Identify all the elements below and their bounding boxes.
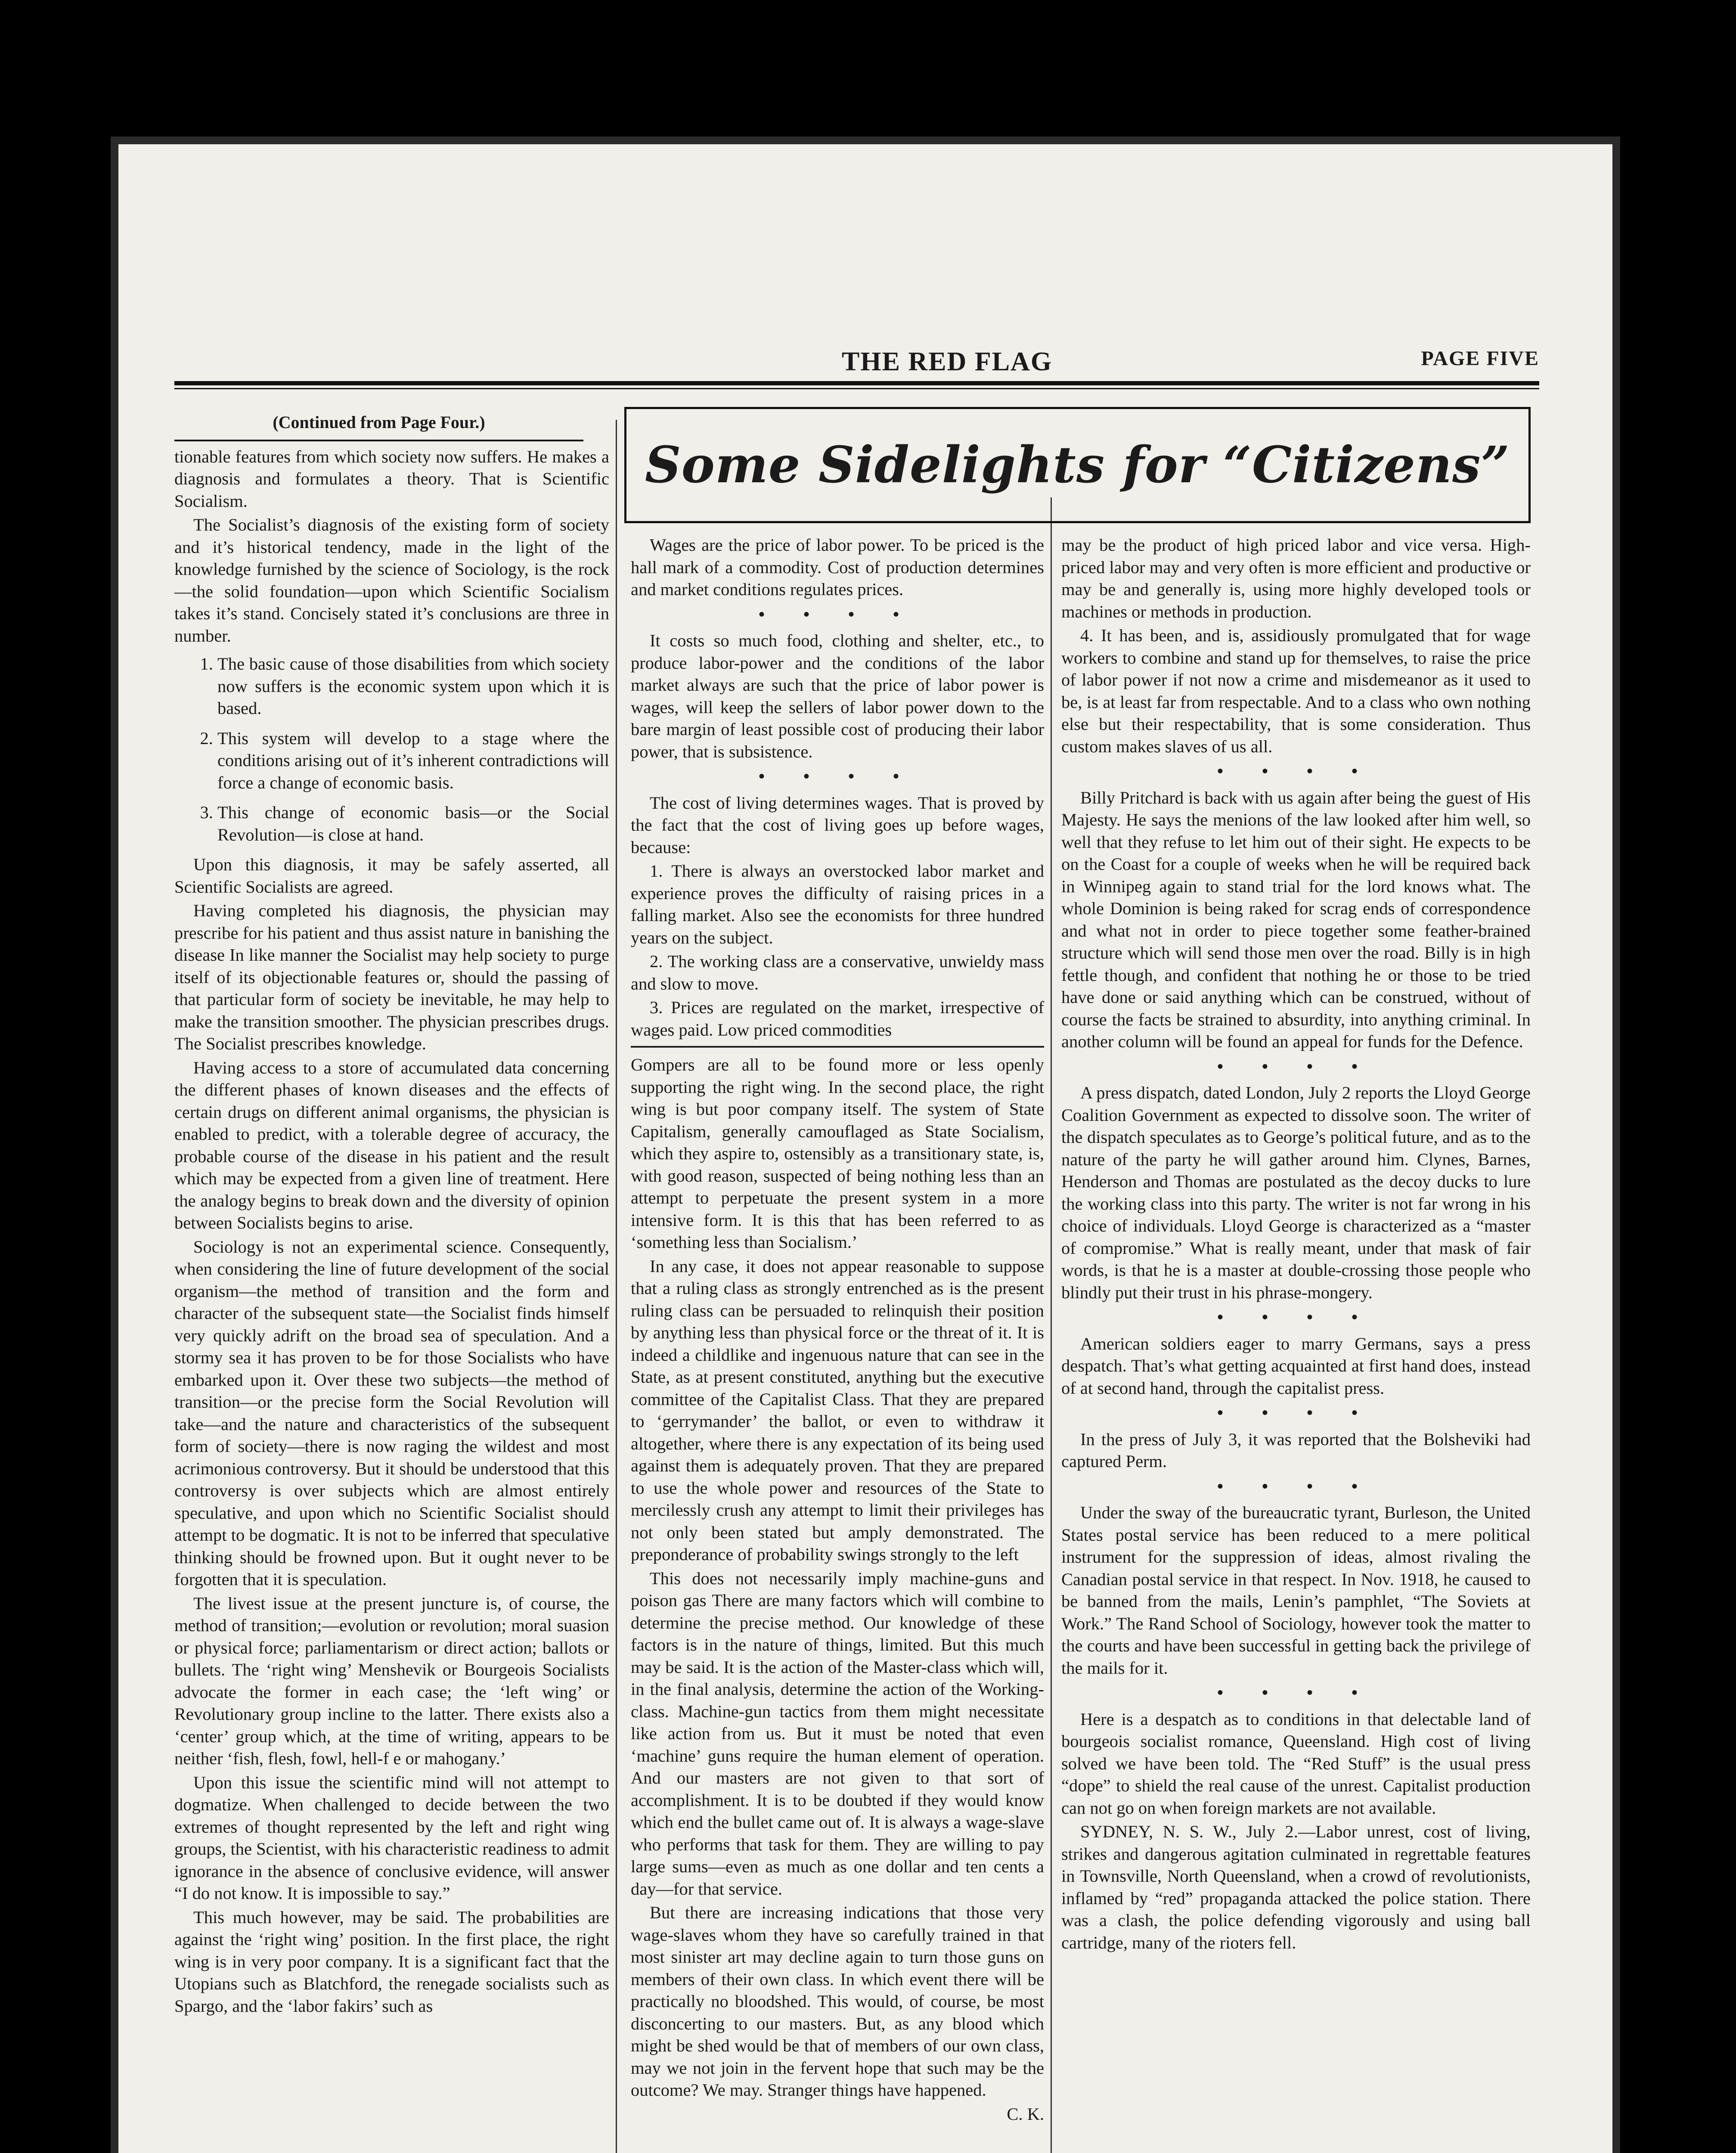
article-headline: Some Sidelights for “Citizens” — [645, 436, 1510, 494]
paragraph: 3. Prices are regulated on the market, irrespective of wages paid. Low priced commodities — [631, 998, 1044, 1039]
paragraph: A press dispatch, dated London, July 2 reports the Lloyd George Coalition Government as expected to dissolve soon. The writer of the dispatch speculates as to George’s political future, and as to the nature of the party he will gather around him. Clynes, Barnes, Henderson and Thomas are postulated as the decoy ducks to lure the working class into this party. The writer is not far wrong in his choice of individuals. Lloyd George is characterized as a “master of compromise.” What is really meant, under that mask of fair words, is that he is a master at double-crossing those people who blindly put their trust in his phrase-mongery. — [1061, 1083, 1531, 1302]
paragraph: 4. It has been, and is, assidiously promulgated that for wage workers to combine and stand up for themselves, to raise the price of labor power if not now a crime and misdemeanor as it used to be, is at least far from respectable. And to a class who own nothing else but their respectability, that is some consideration. Thus custom makes slaves of us all. — [1061, 626, 1531, 756]
separator-dots: • • • • — [1217, 1307, 1375, 1327]
paragraph: Under the sway of the bureaucratic tyrant, Burleson, the United States postal service has been reduced to a mere political instrument for the suppression of ideas, almost rivaling the Canadian postal service in that respect. In Nov. 1918, he caused to be banned from the mails, Lenin’s pamphlet, “The Soviets at Work.” The Rand School of Sociology, however took the matter to the courts and have been successful in getting back the privilege of the mails for it. — [1061, 1503, 1531, 1678]
list-item: 3. This change of economic basis—or the Social Revolution—is close at hand. — [217, 801, 609, 846]
separator-dots: • • • • — [1217, 761, 1375, 781]
paragraph: Billy Pritchard is back with us again after being the guest of His Majesty. He says the menions of the law looked after him well, so well that they refuse to let him out of their sight. He expects to be on the Coast for a couple of weeks when he will be required back in Winnipeg again to stand trial for the lord knows what. The whole Dominion is being raked for scrag ends of correspondence and what not in order to piece together some feather-brained structure which will send those men over the road. Billy is in high fettle though, and confident that nothing he or those to be tried have done or said anything which can be construed, without of course the facts be strained to absurdity, into anything criminal. In another column will be found an appeal for funds for the Defence. — [1061, 788, 1531, 1051]
headline-box — [624, 407, 1531, 523]
section-rule — [631, 1046, 1044, 1048]
paragraph: 1. There is always an overstocked labor market and experience proves the difficulty of raising prices in a falling market. Also see the economists for three hundred years on the subject. — [631, 861, 1044, 947]
paragraph: It costs so much food, clothing and shelter, etc., to produce labor-power and the conditions of the labor market always are such that the price of labor power is wages, will keep the sellers of labor power down to the bare margin of least possible cost of producing their labor power, that is subsistence. — [631, 631, 1044, 761]
continued-note: (Continued from Page Four.) — [174, 411, 583, 441]
paragraph: The cost of living determines wages. That is proved by the fact that the cost of living goes up before wages, because: — [631, 793, 1044, 857]
paragraph: In any case, it does not appear reasonable to suppose that a ruling class as strongly entrenched as is the present ruling class can be persuaded to relinquish their position by anything less than physical force or the threat of it. It is indeed a childlike and ingenuous nature that can see in the State, as at present constituted, anything but the executive committee of the Capitalist Class. That they are prepared to ‘gerrymander’ the ballot, or even to withdraw it altogether, where there is any expectation of its being used against them is adequately proven. That they are prepared to use the whole power and resources of the State to mercilessly crush any attempt to limit their privileges has not only been stated but amply demonstrated. The preponderance of probability swings strongly to the left — [631, 1256, 1044, 1564]
separator-dots: • • • • — [758, 604, 916, 624]
paragraph: In the press of July 3, it was reported that the Bolsheviki had captured Perm. — [1061, 1429, 1531, 1471]
paragraph: The livest issue at the present juncture is, of course, the method of transition;—evolution or revolution; moral suasion or physical force; parliamentarism or direct action; ballots or bullets. The ‘right wing’ Menshevik or Bourgeois Socialists advocate the former in each case; the ‘left wing’ or Revolutionary group incline to the latter. There exists also a ‘center’ group which, at the time of writing, appears to be neither ‘fish, flesh, fowl, hell-f e or mahogany.’ — [174, 1593, 609, 1768]
newspaper-page — [118, 144, 1612, 2153]
paragraph: Upon this diagnosis, it may be safely asserted, all Scientific Socialists are agreed. — [174, 855, 609, 897]
paragraph: Upon this issue the scientific mind will not attempt to dogmatize. When challenged to decide between the two extremes of thought represented by the left and right wing groups, the Scientist, with his characteristic readiness to admit ignorance in the absence of conclusive evidence, will answer “I do not know. It is impossible to say.” — [174, 1772, 610, 1903]
conclusions-list — [174, 653, 609, 846]
paragraph: But there are increasing indications that those very wage-slaves whom they have so carefully trained in that most sinister art may decline again to turn those guns on members of their own class. In which event there will be practically no bloodshed. This would, of course, be most disconcerting to our masters. But, as any blood which might be shed would be that of members of our own class, may we not join in the fervent hope that such may be the outcome? We may. Stranger things have happened. — [631, 1903, 1044, 2100]
masthead — [174, 347, 1539, 398]
paragraph: The Socialist’s diagnosis of the existing form of society and it’s historical tendency, made in the light of the knowledge furnished by the science of Sociology, is the rock—the solid foundation—upon which Scientific Socialism takes it’s stand. Concisely stated it’s conclusions are three in number. — [174, 515, 609, 645]
masthead-rule — [174, 381, 1539, 385]
paragraph: This much however, may be said. The probabilities are against the ‘right wing’ position. In the first place, the right wing is in very poor company. It is a significant fact that the Utopians such as Blatchford, the renegade socialists such as Spargo, and the ‘labor fakirs’ such as — [174, 1907, 609, 2016]
separator-dots: • • • • — [758, 766, 916, 786]
list-item: 1. The basic cause of those disabilities from which society now suffers is the economic system upon which it is based. — [217, 653, 609, 720]
column-divider-1 — [616, 420, 617, 2153]
right-column — [1061, 534, 1531, 1955]
left-column — [174, 411, 609, 2019]
middle-column — [631, 534, 1044, 2125]
masthead-rule-thin — [174, 388, 1539, 389]
paragraph: may be the product of high priced labor and vice versa. High-priced labor may and very often is more efficient and productive or may be and generally is, using more highly developed tools or machines or methods in production. — [1061, 535, 1531, 621]
paragraph: Here is a despatch as to conditions in that delectable land of bourgeois socialist romance, Queensland. High cost of living solved we have been told. The “Red Stuff” is the usual press “dope” to shield the real cause of the unrest. Capitalist production can not go on when foreign markets are not available. — [1061, 1709, 1531, 1818]
paragraph: tionable features from which society now suffers. He makes a diagnosis and formulates a theory. That is Scientific Socialism. — [174, 447, 609, 511]
separator-dots: • • • • — [1217, 1683, 1375, 1702]
paragraph: Gompers are all to be found more or less openly supporting the right wing. In the second place, the right wing is but poor company itself. The system of State Capitalism, generally camouflaged as State Socialism, which they aspire to, ostensibly as a transitionary state, is, with good reason, suspected of being nothing less than an attempt to perpetuate the present system in a more intensive form. It is this that has been referred to as ‘something less than Socialism.’ — [631, 1055, 1044, 1252]
paragraph: Having completed his diagnosis, the physician may prescribe for his patient and thus assist nature in banishing the disease In like manner the Socialist may help society to purge itself of its objectionable features or, should the passing of that particular form of society be inevitable, he may help to make the transition smoother. The physician prescribes drugs. The Socialist prescribes knowledge. — [174, 901, 609, 1053]
separator-dots: • • • • — [1217, 1476, 1375, 1496]
author-initials: C. K. — [1007, 2104, 1044, 2124]
list-item: 2. This system will develop to a stage where the conditions arising out of it’s inherent contradictions will force a change of economic basis. — [217, 727, 609, 794]
paragraph: Having access to a store of accumulated data concerning the different phases of known diseases and the effects of certain drugs on different animal organisms, the physician is enabled to predict, with a tolerable degree of accuracy, the probable course of the disease in his patient and the result which may be expected from a given line of treatment. Here the analogy begins to break down and the diversity of opinion between Socialists begins to arise. — [174, 1058, 609, 1232]
page-number: PAGE FIVE — [1421, 347, 1539, 370]
separator-dots: • • • • — [1217, 1403, 1375, 1422]
paragraph: SYDNEY, N. S. W., July 2.—Labor unrest, cost of living, strikes and dangerous agitation culminated in regrettable features in Townsville, North Queensland, when a crowd of revolutionists, inflamed by “red” propaganda attacked the police station. There was a clash, the police defending vigorously and using ball cartridge, many of the rioters fell. — [1061, 1822, 1531, 1952]
paragraph: 2. The working class are a conservative, unwieldy mass and slow to move. — [631, 952, 1044, 993]
paragraph: Wages are the price of labor power. To be priced is the hall mark of a commodity. Cost of production determines and market conditions regulates prices. — [631, 535, 1044, 599]
newspaper-title: THE RED FLAG — [842, 347, 1053, 376]
column-divider-2 — [1051, 497, 1052, 2153]
separator-dots: • • • • — [1217, 1056, 1375, 1076]
paragraph: American soldiers eager to marry Germans, says a press despatch. That’s what getting acquainted at first hand does, instead of at second hand, through the capitalist press. — [1061, 1334, 1531, 1398]
paragraph: This does not necessarily imply machine-guns and poison gas There are many factors which will combine to determine the precise method. Our knowledge of these factors is in the nature of things, limited. But this much may be said. It is the action of the Master-class which will, in the final analysis, determine the action of the Working-class. Machine-gun tactics from them might necessitate like action from us. But it must be noted that even ‘machine’ guns require the human element of operation. And our masters are not given to that sort of accomplishment. It is to be doubted if they would know which end the bullet came out of. It is always a wage-slave who performs that task for them. They are willing to pay large sums—even as much as one dollar and ten cents a day—for that service. — [631, 1568, 1044, 1899]
paragraph: Sociology is not an experimental science. Consequently, when considering the line of future development of the social organism—the method of transition and the form and character of the subsequent state—the Socialist finds himself very quickly adrift on the broad sea of speculation. And a stormy sea it has proven to be for those Socialists who have embarked upon it. Over these two subjects—the method of transition—or the precise form the Social Revolution will take—and the nature and characteristics of the subsequent form of society—there is now raging the wildest and most acrimonious controversy. But it should be understood that this controversy is over subjects which are almost entirely speculative, and upon which no Scientific Socialist should attempt to be dogmatic. It is not to be inferred that speculative thinking should be frowned upon. But it ought never to be forgotten that it is speculation. — [174, 1237, 609, 1589]
